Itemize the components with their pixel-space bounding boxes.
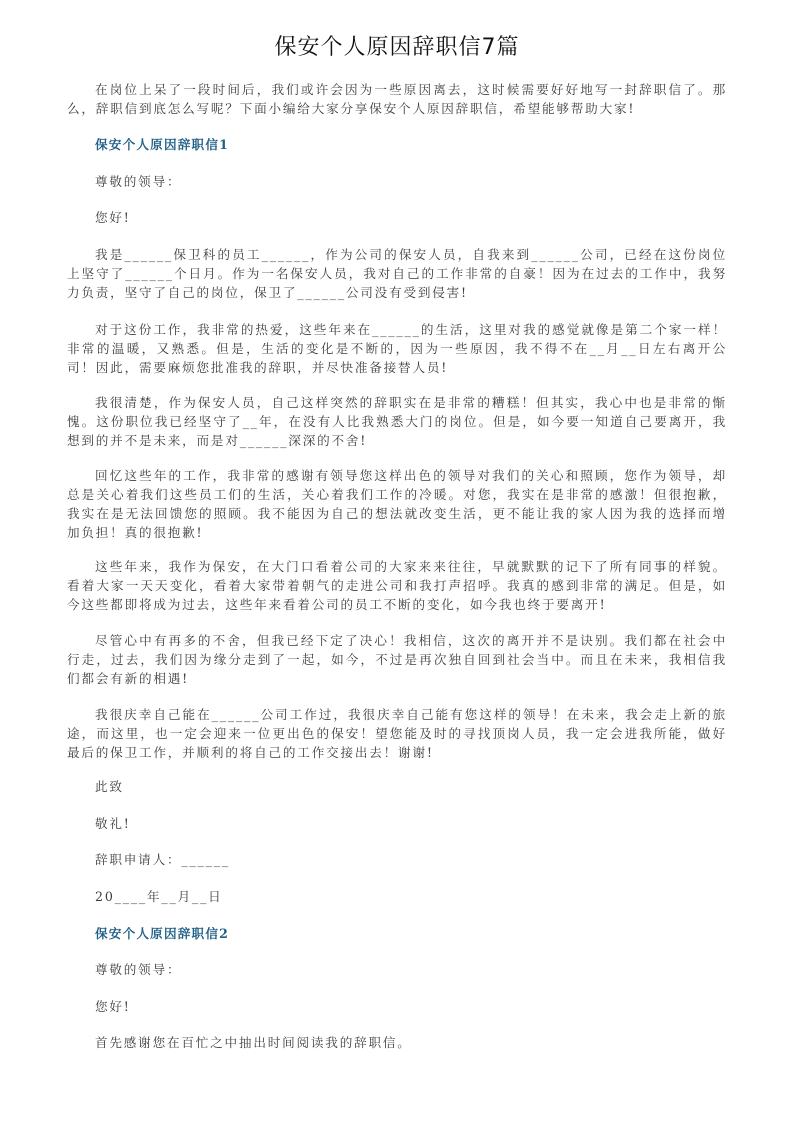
letter-1-paragraph-1: 我是______保卫科的员工______，作为公司的保安人员，自我来到______公司，已经在这份岗位上坚守了______个日月。作为一名保安人员，我对自己的工作非常的自豪！因为在过去的工作中，我努力负责，坚守了自己的岗位，保卫了______公司没有受到侵害!: [67, 247, 727, 300]
letter-1-heading: 保安个人原因辞职信1: [95, 137, 230, 152]
letter-1-paragraph-5: 这些年来，我作为保安，在大门口看着公司的大家来来往往，早就默默的记下了所有同事的样貌。看着大家一天天变化，看着大家带着朝气的走进公司和我打声招呼。我真的感到非常的满足。但是，如今这些都即将成为过去，这些年来看着公司的员工不断的变化，如今我也终于要离开!: [67, 559, 727, 612]
letter-1-closing: 此致: [95, 779, 124, 794]
letter-1-paragraph-3: 我很清楚，作为保安人员，自己这样突然的辞职实在是非常的糟糕！但其实，我心中也是非常的惭愧。这份职位我已经坚守了__年，在没有人比我熟悉大门的岗位。但是，如今要一知道自己要离开，我想到的并不是未来，而是对______深深的不舍!: [67, 395, 727, 448]
intro-paragraph: 在岗位上呆了一段时间后，我们或许会因为一些原因离去，这时候需要好好地写一封辞职信了。那么，辞职信到底怎么写呢？下面小编给大家分享保安个人原因辞职信，希望能够帮助大家!: [67, 82, 727, 116]
letter-1-paragraph-7: 我很庆幸自己能在______公司工作过，我很庆幸自己能有您这样的领导！在未来，我会走上新的旅途，而这里，也一定会迎来一位更出色的保安！望您能及时的寻找顶岗人员，我一定会进我所能，做好最后的保卫工作，并顺利的将自己的工作交接出去！谢谢!: [67, 707, 727, 760]
letter-1-greeting: 您好!: [95, 210, 131, 225]
letter-1-paragraph-2: 对于这份工作，我非常的热爱，这些年来在______的生活，这里对我的感觉就像是第二个家一样！非常的温暖，又熟悉。但是，生活的变化是不断的，因为一些原因，我不得不在__月__日左右离开公司！因此，需要麻烦您批准我的辞职，并尽快准备接替人员!: [67, 322, 727, 375]
letter-1-paragraph-6: 尽管心中有再多的不舍，但我已经下定了决心！我相信，这次的离开并不是诀别。我们都在社会中行走，过去，我们因为缘分走到了一起，如今，不过是再次独自回到社会当中。而且在未来，我相信我们都会有新的相遇!: [67, 633, 727, 686]
letter-2-heading: 保安个人原因辞职信2: [95, 926, 230, 941]
document-title: 保安个人原因辞职信7篇: [274, 35, 520, 60]
letter-1-salutation: 尊敬的领导：: [95, 174, 182, 189]
letter-2-salutation: 尊敬的领导：: [95, 962, 182, 977]
letter-2-greeting: 您好!: [95, 999, 131, 1014]
letter-1-date: 20____年__月__日: [95, 889, 223, 904]
letter-1-paragraph-4: 回忆这些年的工作，我非常的感谢有领导您这样出色的领导对我们的关心和照顾，您作为领导，却总是关心着我们这些员工们的生活，关心着我们工作的冷暖。对您，我实在是非常的感激！但很抱歉，我实在是无法回馈您的照顾。我不能因为自己的想法就改变生活，更不能让我的家人因为我的选择而增加负担！真的很抱歉!: [67, 468, 727, 540]
letter-1-signature: 辞职申请人：______: [95, 852, 230, 867]
letter-2-first-line: 首先感谢您在百忙之中抽出时间阅读我的辞职信。: [95, 1035, 412, 1050]
letter-1-regards: 敬礼!: [95, 816, 131, 831]
